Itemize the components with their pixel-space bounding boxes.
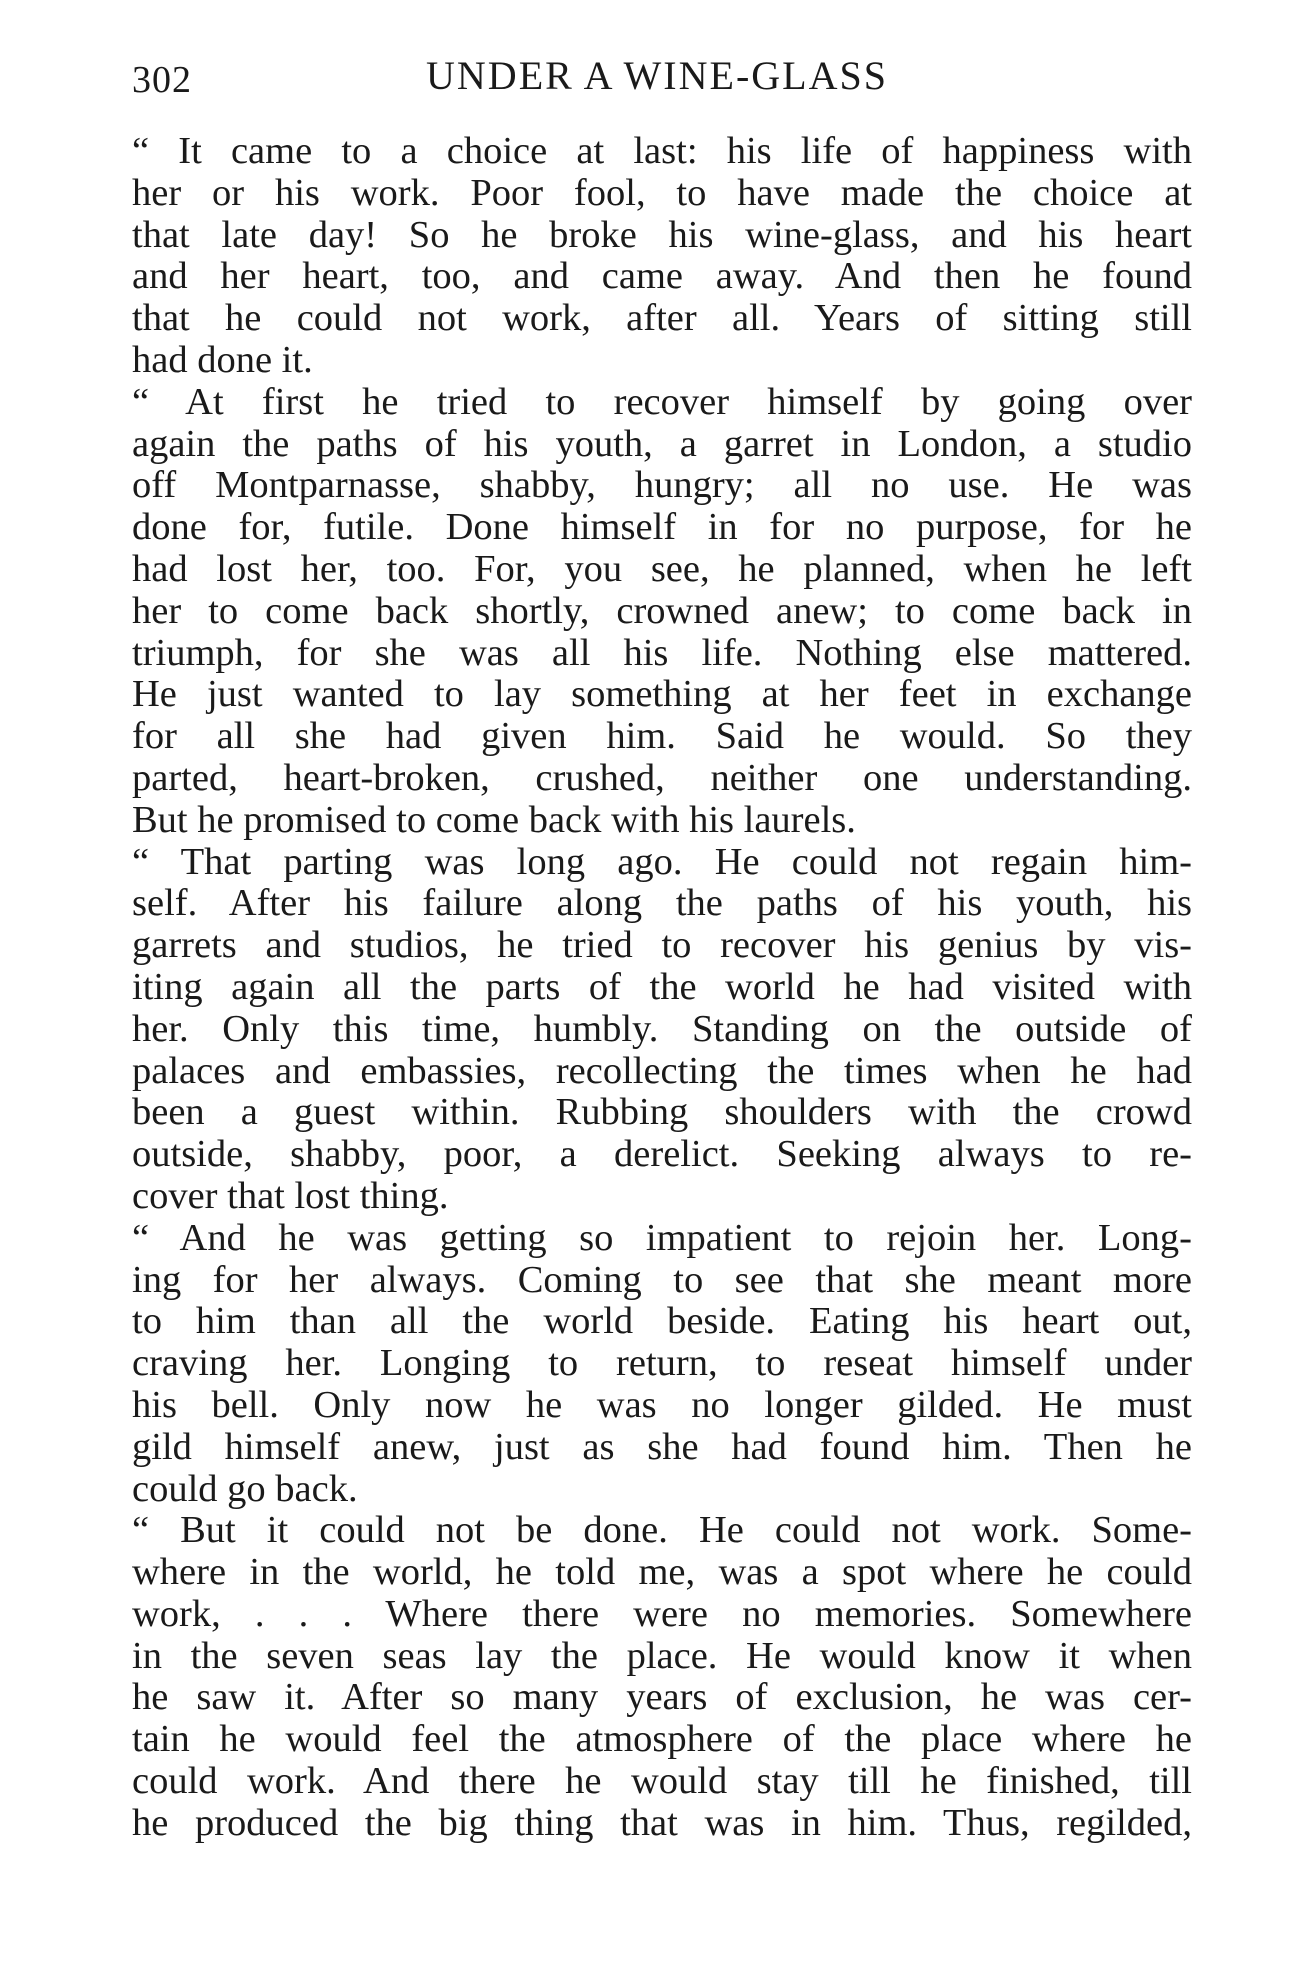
text-line: off Montparnasse, shabby, hungry; all no use. He was xyxy=(132,465,1192,507)
text-line: his bell. Only now he was no longer gilded. He must xyxy=(132,1384,1192,1426)
text-line: her. Only this time, humbly. Standing on the outside of xyxy=(132,1008,1192,1050)
text-line: that late day! So he broke his wine-glass, and his heart xyxy=(132,214,1192,256)
text-line: and her heart, too, and came away. And then he found xyxy=(132,256,1192,298)
text-line: he saw it. After so many years of exclusion, he was cer- xyxy=(132,1677,1192,1719)
text-line: iting again all the parts of the world he had visited with xyxy=(132,966,1192,1008)
page-number: 302 xyxy=(132,59,192,101)
page-header xyxy=(132,52,1182,108)
text-line: “ But it could not be done. He could not work. Some- xyxy=(132,1510,1192,1552)
text-line: triumph, for she was all his life. Nothing else mattered. xyxy=(132,632,1192,674)
text-line: He just wanted to lay something at her feet in exchange xyxy=(132,674,1192,716)
text-line: again the paths of his youth, a garret in London, a studio xyxy=(132,423,1192,465)
text-line: in the seven seas lay the place. He would know it when xyxy=(132,1635,1192,1677)
text-line: But he promised to come back with his laurels. xyxy=(132,799,856,841)
text-line: garrets and studios, he tried to recover his genius by vis- xyxy=(132,925,1192,967)
text-line: her to come back shortly, crowned anew; to come back in xyxy=(132,590,1192,632)
text-line: done for, futile. Done himself in for no purpose, for he xyxy=(132,507,1192,549)
body-text xyxy=(132,131,1192,1845)
text-line: craving her. Longing to return, to reseat himself under xyxy=(132,1343,1192,1385)
running-head: UNDER A WINE-GLASS xyxy=(426,53,888,98)
text-line: outside, shabby, poor, a derelict. Seeking always to re- xyxy=(132,1134,1192,1176)
text-line: “ And he was getting so impatient to rejoin her. Long- xyxy=(132,1217,1192,1259)
text-line: to him than all the world beside. Eating his heart out, xyxy=(132,1301,1192,1343)
text-line: been a guest within. Rubbing shoulders with the crowd xyxy=(132,1092,1192,1134)
text-line: could work. And there he would stay till he finished, till xyxy=(132,1761,1192,1803)
text-line: work, . . . Where there were no memories. Somewhere xyxy=(132,1593,1192,1635)
text-line: her or his work. Poor fool, to have made the choice at xyxy=(132,172,1192,214)
text-line: where in the world, he told me, was a spot where he could xyxy=(132,1552,1192,1594)
text-line: had done it. xyxy=(132,339,313,381)
text-line: self. After his failure along the paths of his youth, his xyxy=(132,883,1192,925)
text-line: for all she had given him. Said he would. So they xyxy=(132,716,1192,758)
text-line: cover that lost thing. xyxy=(132,1175,449,1217)
text-line: gild himself anew, just as she had found him. Then he xyxy=(132,1426,1192,1468)
text-line: he produced the big thing that was in him. Thus, regilded, xyxy=(132,1802,1192,1844)
text-line: “ That parting was long ago. He could not regain him- xyxy=(132,841,1192,883)
text-line: could go back. xyxy=(132,1468,358,1510)
text-line: tain he would feel the atmosphere of the place where he xyxy=(132,1719,1192,1761)
text-line: “ It came to a choice at last: his life of happiness with xyxy=(132,131,1192,172)
text-line: palaces and embassies, recollecting the times when he had xyxy=(132,1050,1192,1092)
text-line: had lost her, too. For, you see, he planned, when he left xyxy=(132,548,1192,590)
text-line: “ At first he tried to recover himself by going over xyxy=(132,381,1192,423)
text-line: ing for her always. Coming to see that she meant more xyxy=(132,1259,1192,1301)
text-line: that he could not work, after all. Years of sitting still xyxy=(132,298,1192,340)
text-line: parted, heart-broken, crushed, neither one understanding. xyxy=(132,757,1192,799)
